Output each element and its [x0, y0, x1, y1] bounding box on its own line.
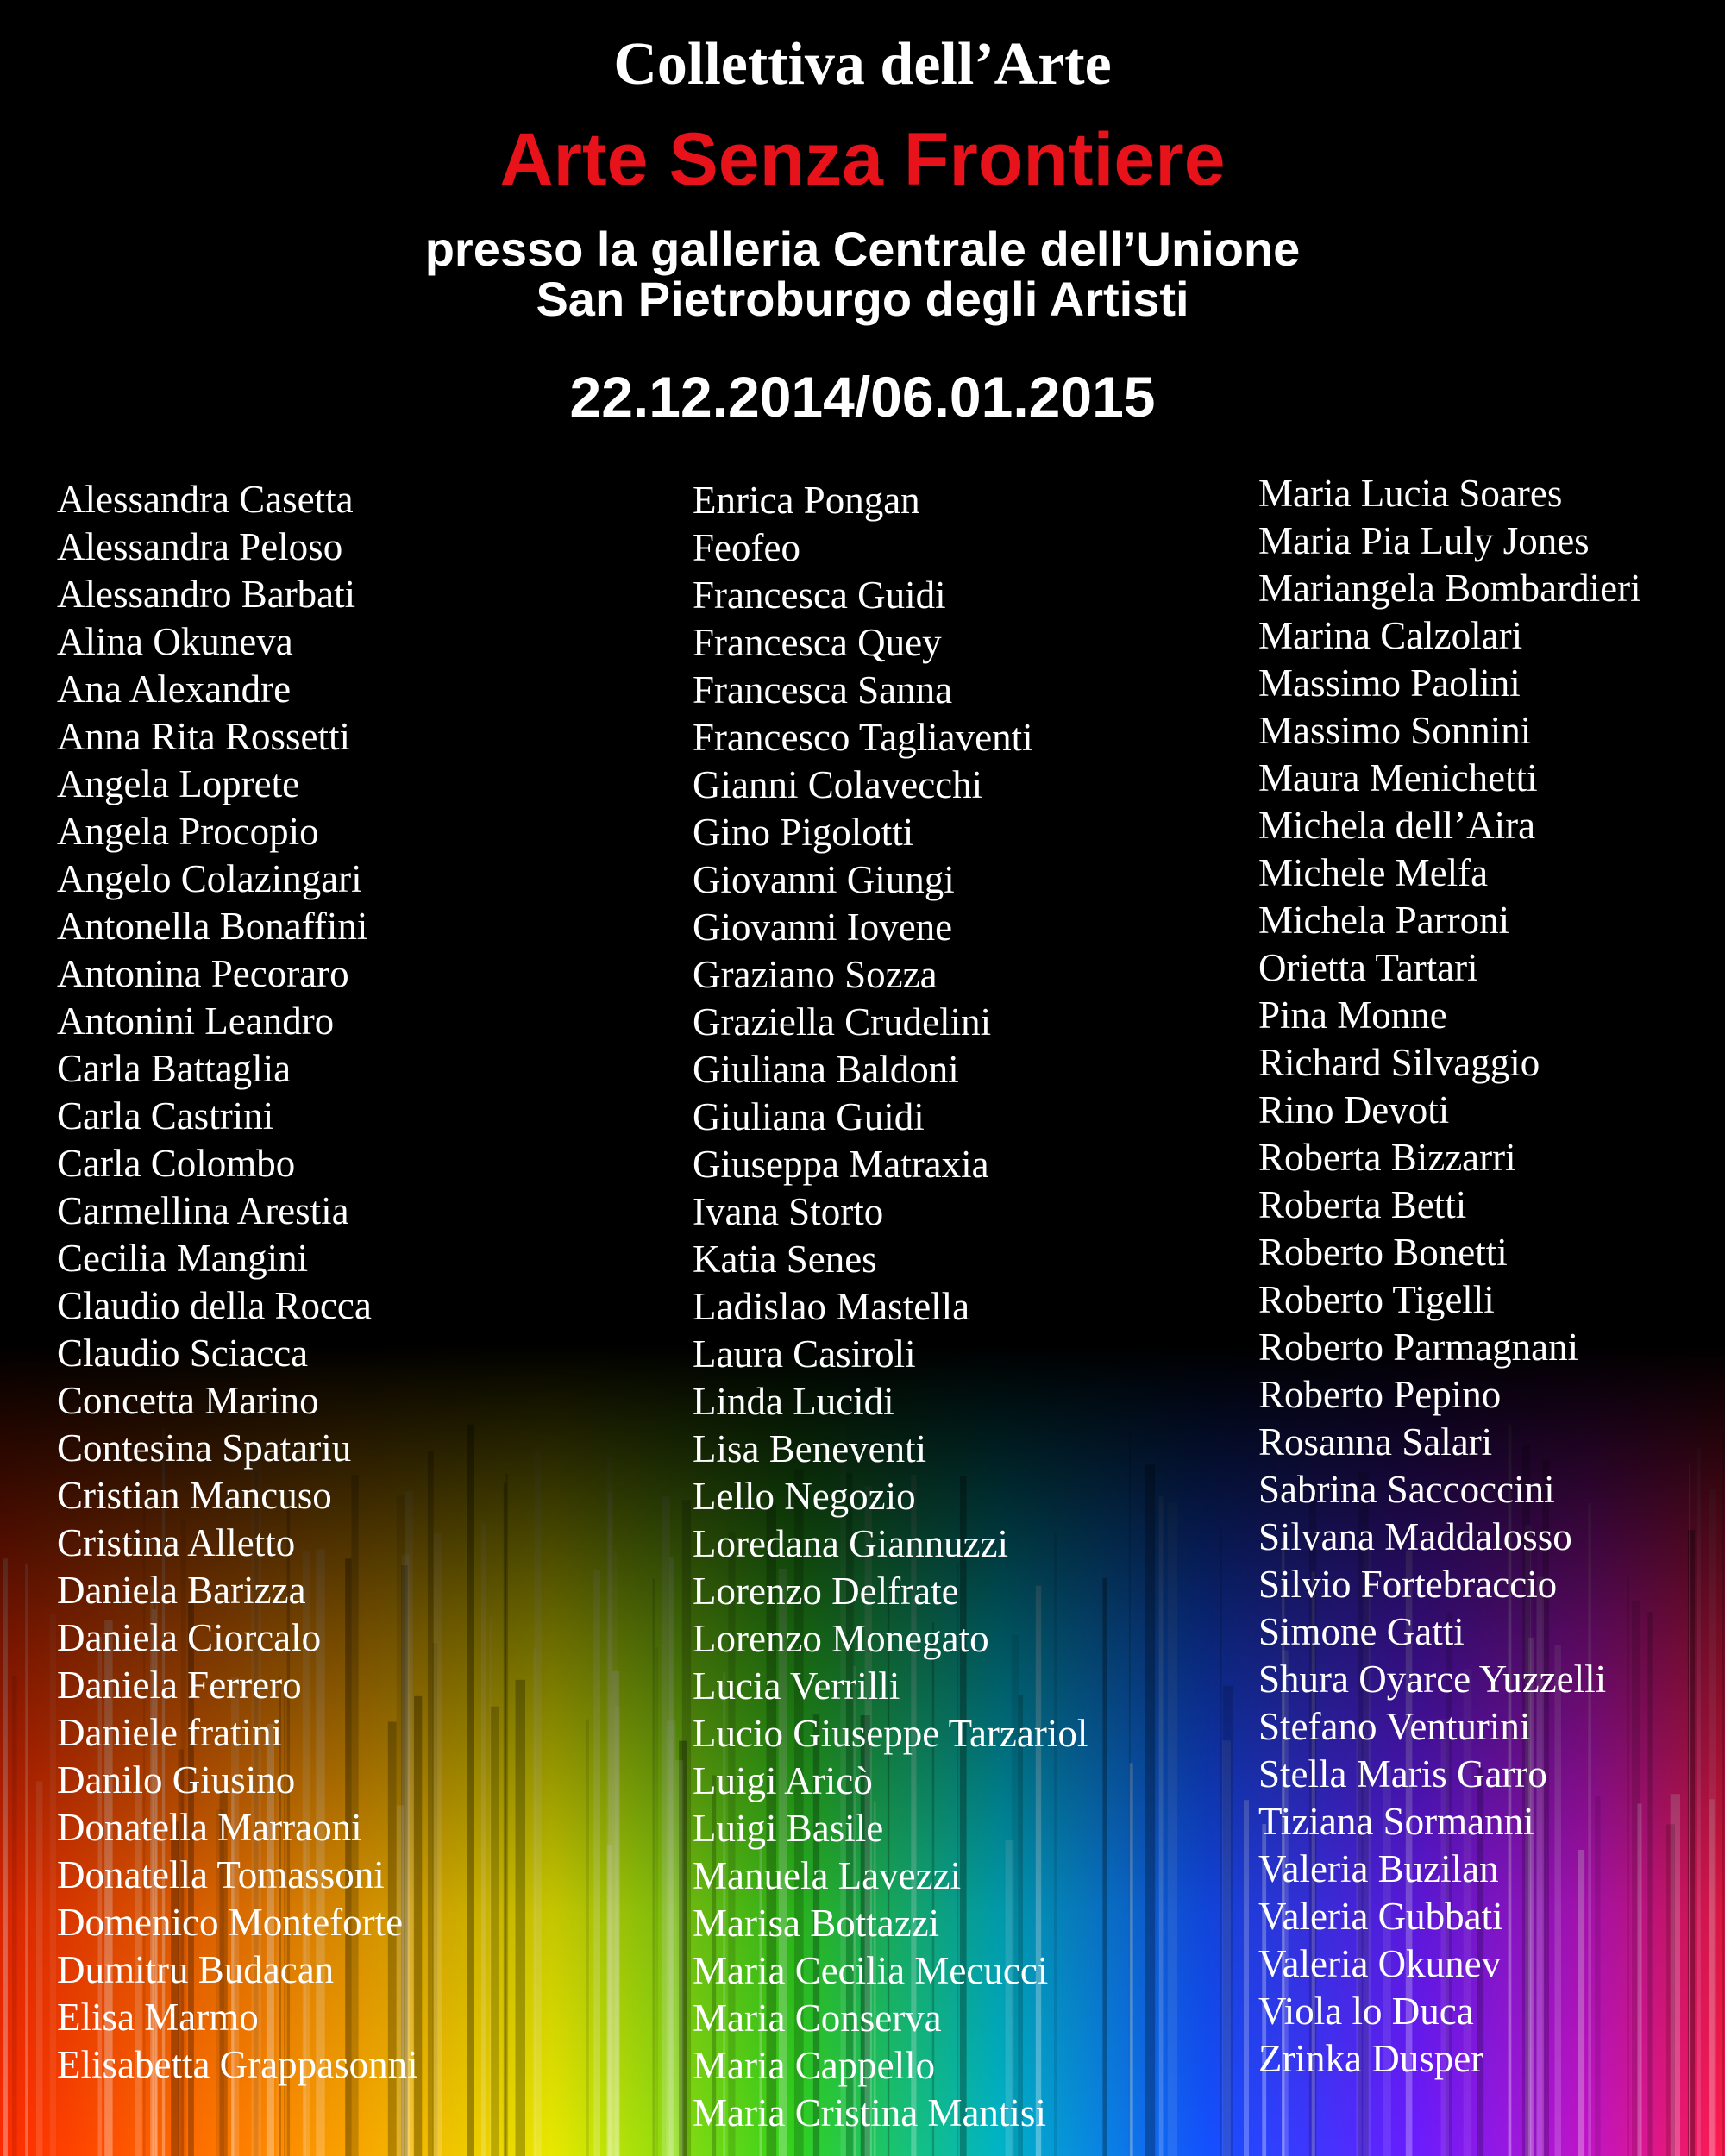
- artist-name: Maria Lucia Soares: [1258, 472, 1563, 515]
- artist-name: Lucio Giuseppe Tarzariol: [693, 1712, 1088, 1755]
- artist-name: Giovanni Giungi: [693, 858, 955, 901]
- artist-name: Lucia Verrilli: [693, 1664, 900, 1708]
- artist-name: Ivana Storto: [693, 1190, 884, 1233]
- artist-name: Anna Rita Rossetti: [57, 715, 350, 758]
- artist-name: Maria Cappello: [693, 2044, 936, 2087]
- artist-name: Contesina Spatariu: [57, 1426, 352, 1470]
- venue-line-1: presso la galleria Centrale dell’Unione: [424, 222, 1301, 276]
- venue-line-2: San Pietroburgo degli Artisti: [536, 272, 1189, 326]
- artist-name: Valeria Buzilan: [1258, 1847, 1499, 1890]
- artist-name: Mariangela Bombardieri: [1258, 567, 1641, 610]
- artist-name: Luigi Aricò: [693, 1759, 873, 1802]
- artist-name: Carmellina Arestia: [57, 1189, 349, 1232]
- artist-name: Stella Maris Garro: [1258, 1752, 1547, 1796]
- artist-name: Viola lo Duca: [1258, 1990, 1474, 2033]
- artist-name: Francesco Tagliaventi: [693, 716, 1033, 759]
- artist-name: Pina Monne: [1258, 993, 1447, 1037]
- artist-name: Maria Conserva: [693, 1996, 942, 2040]
- artist-name: Francesca Sanna: [693, 668, 953, 711]
- artist-name: Simone Gatti: [1258, 1610, 1465, 1653]
- artist-name: Rosanna Salari: [1258, 1420, 1493, 1463]
- artist-name: Lorenzo Monegato: [693, 1617, 989, 1660]
- artist-name: Antonina Pecoraro: [57, 952, 349, 995]
- artist-name: Massimo Paolini: [1258, 661, 1521, 705]
- exhibition-title: Collettiva dell’Arte: [613, 31, 1112, 97]
- artist-name: Gianni Colavecchi: [693, 763, 983, 806]
- artist-name: Cecilia Mangini: [57, 1237, 309, 1280]
- artist-name: Cristina Alletto: [57, 1521, 296, 1564]
- artist-name: Antonella Bonaffini: [57, 905, 368, 948]
- artist-name: Carla Castrini: [57, 1094, 274, 1138]
- artist-name: Roberto Bonetti: [1258, 1231, 1508, 1274]
- artist-name: Elisa Marmo: [57, 1996, 259, 2039]
- artist-name: Roberta Bizzarri: [1258, 1136, 1516, 1179]
- artist-name: Marina Calzolari: [1258, 614, 1523, 657]
- artist-name: Silvio Fortebraccio: [1258, 1563, 1558, 1606]
- artist-name: Dumitru Budacan: [57, 1948, 335, 1991]
- artist-name: Feofeo: [693, 526, 800, 569]
- artist-name: Michele Melfa: [1258, 851, 1489, 894]
- artist-name: Linda Lucidi: [693, 1380, 894, 1423]
- artist-name: Maria Cristina Mantisi: [693, 2091, 1046, 2134]
- artist-name: Katia Senes: [693, 1238, 877, 1281]
- artist-name: Danilo Giusino: [57, 1758, 296, 1802]
- artist-name: Angela Procopio: [57, 810, 319, 853]
- artist-name: Alessandra Casetta: [57, 478, 354, 521]
- artist-name: Daniela Ciorcalo: [57, 1616, 322, 1659]
- artist-name: Lisa Beneventi: [693, 1427, 927, 1470]
- artist-name: Shura Oyarce Yuzzelli: [1258, 1658, 1607, 1701]
- artist-name: Domenico Monteforte: [57, 1901, 404, 1944]
- artist-name: Giuseppa Matraxia: [693, 1143, 989, 1186]
- artist-name: Carla Battaglia: [57, 1047, 292, 1090]
- artist-name: Maura Menichetti: [1258, 756, 1538, 799]
- artist-name: Loredana Giannuzzi: [693, 1522, 1009, 1565]
- exhibition-subtitle: Arte Senza Frontiere: [499, 118, 1226, 201]
- artist-name: Daniela Barizza: [57, 1569, 306, 1612]
- artist-name: Roberto Pepino: [1258, 1373, 1502, 1416]
- artist-name: Luigi Basile: [693, 1807, 884, 1850]
- artist-name: Valeria Okunev: [1258, 1942, 1502, 1985]
- artist-name: Alessandro Barbati: [57, 573, 356, 616]
- artist-name: Orietta Tartari: [1258, 946, 1478, 989]
- artist-name: Graziella Crudelini: [693, 1000, 992, 1044]
- artist-name: Enrica Pongan: [693, 479, 920, 522]
- artist-name: Daniela Ferrero: [57, 1664, 302, 1707]
- artist-name: Alessandra Peloso: [57, 525, 343, 568]
- exhibition-dates: 22.12.2014/06.01.2015: [569, 365, 1156, 429]
- artist-name: Elisabetta Grappasonni: [57, 2043, 418, 2086]
- artist-list-column-1: [57, 476, 418, 2089]
- artist-name: Angela Loprete: [57, 762, 300, 805]
- artist-name: Sabrina Saccoccini: [1258, 1468, 1555, 1511]
- artist-name: Lorenzo Delfrate: [693, 1570, 959, 1613]
- artist-name: Cristian Mancuso: [57, 1474, 332, 1517]
- artist-name: Donatella Marraoni: [57, 1806, 362, 1849]
- artist-name: Maria Pia Luly Jones: [1258, 519, 1590, 562]
- artist-list-column-2: [693, 477, 1088, 2137]
- artist-name: Alina Okuneva: [57, 620, 293, 663]
- artist-name: Gino Pigolotti: [693, 811, 914, 854]
- artist-name: Antonini Leandro: [57, 1000, 335, 1043]
- artist-name: Lello Negozio: [693, 1475, 916, 1518]
- artist-name: Ana Alexandre: [57, 667, 292, 711]
- artist-name: Rino Devoti: [1258, 1088, 1450, 1131]
- artist-name: Donatella Tomassoni: [57, 1853, 385, 1896]
- artist-name: Claudio Sciacca: [57, 1332, 309, 1375]
- artist-name: Francesca Guidi: [693, 573, 946, 617]
- artist-name: Zrinka Dusper: [1258, 2037, 1484, 2080]
- artist-name: Richard Silvaggio: [1258, 1041, 1540, 1084]
- artist-name: Carla Colombo: [57, 1142, 296, 1185]
- artist-name: Francesca Quey: [693, 621, 942, 664]
- artist-name: Roberta Betti: [1258, 1183, 1467, 1226]
- artist-name: Laura Casiroli: [693, 1332, 916, 1376]
- artist-name: Daniele fratini: [57, 1711, 283, 1754]
- artist-name: Concetta Marino: [57, 1379, 319, 1422]
- artist-name: Roberto Parmagnani: [1258, 1326, 1579, 1369]
- artist-name: Manuela Lavezzi: [693, 1854, 962, 1897]
- artist-name: Michela dell’Aira: [1258, 804, 1536, 847]
- artist-name: Michela Parroni: [1258, 899, 1510, 942]
- artist-name: Silvana Maddalosso: [1258, 1515, 1572, 1558]
- artist-name: Massimo Sonnini: [1258, 709, 1532, 752]
- artist-name: Roberto Tigelli: [1258, 1278, 1495, 1321]
- artist-list-column-3: [1258, 470, 1641, 2083]
- artist-name: Giuliana Guidi: [693, 1095, 925, 1138]
- artist-name: Angelo Colazingari: [57, 857, 362, 900]
- artist-name: Marisa Bottazzi: [693, 1902, 940, 1945]
- artist-name: Graziano Sozza: [693, 953, 938, 996]
- artist-name: Giuliana Baldoni: [693, 1048, 959, 1091]
- artist-name: Ladislao Mastella: [693, 1285, 970, 1328]
- artist-name: Maria Cecilia Mecucci: [693, 1949, 1049, 1992]
- artist-name: Stefano Venturini: [1258, 1705, 1531, 1748]
- artist-name: Tiziana Sormanni: [1258, 1800, 1534, 1843]
- artist-name: Valeria Gubbati: [1258, 1895, 1503, 1938]
- artist-name: Claudio della Rocca: [57, 1284, 372, 1327]
- artist-name: Giovanni Iovene: [693, 906, 953, 949]
